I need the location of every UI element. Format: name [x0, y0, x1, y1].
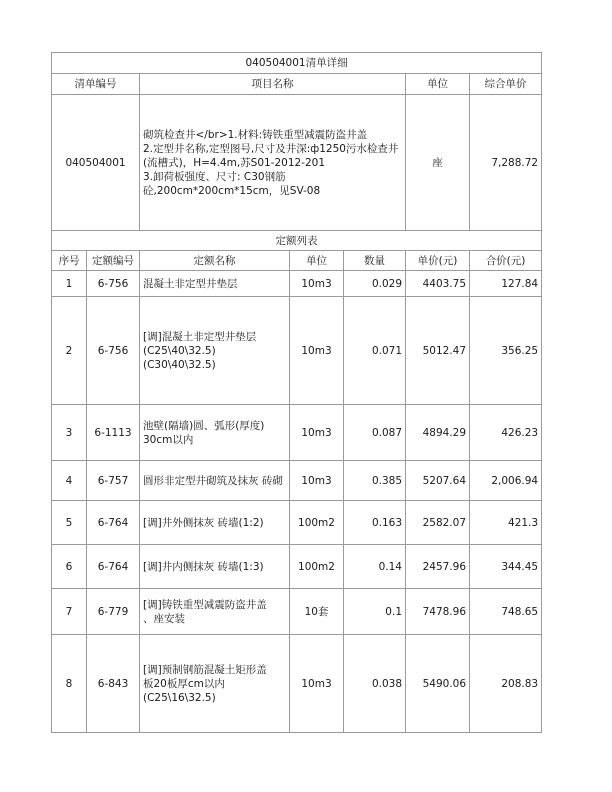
quota-name: 池壁(隔墙)圆、弧形(厚度) 30cm以内 — [140, 405, 290, 461]
quota-price: 7478.96 — [406, 589, 470, 635]
quota-qty: 0.071 — [344, 297, 406, 405]
quota-price: 5490.06 — [406, 635, 470, 733]
quota-price: 5012.47 — [406, 297, 470, 405]
quota-name: [调]井内侧抹灰 砖墙(1:3) — [140, 545, 290, 589]
quota-qty: 0.14 — [344, 545, 406, 589]
page-title: 040504001清单详细 — [52, 53, 542, 74]
bill-header-row — [52, 74, 542, 95]
quota-unit-header: 单位 — [290, 251, 344, 271]
bill-item-row — [52, 95, 542, 231]
quota-row — [52, 589, 542, 635]
quota-row — [52, 271, 542, 297]
quota-unit: 10m3 — [290, 461, 344, 501]
quota-code: 6-1113 — [87, 405, 140, 461]
quota-unit: 10套 — [290, 589, 344, 635]
quota-name: 混凝土非定型井垫层 — [140, 271, 290, 297]
title-row — [52, 53, 542, 74]
quota-code: 6-779 — [87, 589, 140, 635]
quota-list-title: 定额列表 — [52, 231, 542, 251]
bill-price-header: 综合单价 — [470, 74, 542, 95]
bill-code-header: 清单编号 — [52, 74, 140, 95]
quota-qty: 0.1 — [344, 589, 406, 635]
quota-code: 6-843 — [87, 635, 140, 733]
quota-qty: 0.087 — [344, 405, 406, 461]
quota-name: [调]铸铁重型减震防盗井盖 、座安装 — [140, 589, 290, 635]
quota-title-row — [52, 231, 542, 251]
quota-seq: 3 — [52, 405, 87, 461]
quota-total: 208.83 — [470, 635, 542, 733]
quota-price: 2582.07 — [406, 501, 470, 545]
quota-code: 6-757 — [87, 461, 140, 501]
bill-item-unit: 座 — [406, 95, 470, 231]
quota-price: 2457.96 — [406, 545, 470, 589]
quota-qty: 0.038 — [344, 635, 406, 733]
quota-total: 344.45 — [470, 545, 542, 589]
quota-total-header: 合价(元) — [470, 251, 542, 271]
quota-total: 421.3 — [470, 501, 542, 545]
quota-unit: 100m2 — [290, 545, 344, 589]
quota-total: 2,006.94 — [470, 461, 542, 501]
quota-qty: 0.385 — [344, 461, 406, 501]
quota-price: 5207.64 — [406, 461, 470, 501]
quota-seq: 4 — [52, 461, 87, 501]
quota-price: 4894.29 — [406, 405, 470, 461]
bill-item-price: 7,288.72 — [470, 95, 542, 231]
quota-row — [52, 635, 542, 733]
quota-total: 127.84 — [470, 271, 542, 297]
quota-seq: 7 — [52, 589, 87, 635]
quota-row — [52, 405, 542, 461]
quota-qty: 0.029 — [344, 271, 406, 297]
quota-total: 426.23 — [470, 405, 542, 461]
quota-code: 6-764 — [87, 501, 140, 545]
quota-unit: 10m3 — [290, 635, 344, 733]
bill-item-code: 040504001 — [52, 95, 140, 231]
quota-code: 6-756 — [87, 271, 140, 297]
quota-seq: 1 — [52, 271, 87, 297]
quota-unit: 10m3 — [290, 297, 344, 405]
quota-row — [52, 461, 542, 501]
quota-code: 6-756 — [87, 297, 140, 405]
quota-code: 6-764 — [87, 545, 140, 589]
quota-total: 748.65 — [470, 589, 542, 635]
quota-code-header: 定额编号 — [87, 251, 140, 271]
bill-detail-page — [51, 52, 542, 733]
quota-unit: 100m2 — [290, 501, 344, 545]
quota-header-row — [52, 251, 542, 271]
quota-unit: 10m3 — [290, 405, 344, 461]
quota-row — [52, 501, 542, 545]
quota-seq: 8 — [52, 635, 87, 733]
bill-unit-header: 单位 — [406, 74, 470, 95]
quota-total: 356.25 — [470, 297, 542, 405]
quota-unit: 10m3 — [290, 271, 344, 297]
quota-seq-header: 序号 — [52, 251, 87, 271]
quota-row — [52, 545, 542, 589]
quota-name: [调]混凝土非定型井垫层 (C25\40\32.5) (C30\40\32.5) — [140, 297, 290, 405]
quota-name-header: 定额名称 — [140, 251, 290, 271]
bill-name-header: 项目名称 — [140, 74, 406, 95]
quota-price-header: 单价(元) — [406, 251, 470, 271]
quota-seq: 5 — [52, 501, 87, 545]
bill-detail-table — [51, 52, 542, 733]
quota-name: 圆形非定型井砌筑及抹灰 砖砌 — [140, 461, 290, 501]
quota-seq: 2 — [52, 297, 87, 405]
quota-seq: 6 — [52, 545, 87, 589]
quota-qty-header: 数量 — [344, 251, 406, 271]
quota-name: [调]预制钢筋混凝土矩形盖 板20板厚cm以内 (C25\16\32.5) — [140, 635, 290, 733]
quota-price: 4403.75 — [406, 271, 470, 297]
quota-qty: 0.163 — [344, 501, 406, 545]
bill-item-description: 砌筑检查井</br>1.材料:铸铁重型减震防盗井盖 2.定型井名称,定型图号,尺寸及井深:ф1250污水检查井(流槽式)，H=4.4m,苏S01-2012-201 3.卸荷板强度、尺寸: C30钢筋砼,200cm*200cm*15cm，见SV-08 — [140, 95, 406, 231]
quota-name: [调]井外侧抹灰 砖墙(1:2) — [140, 501, 290, 545]
quota-row — [52, 297, 542, 405]
